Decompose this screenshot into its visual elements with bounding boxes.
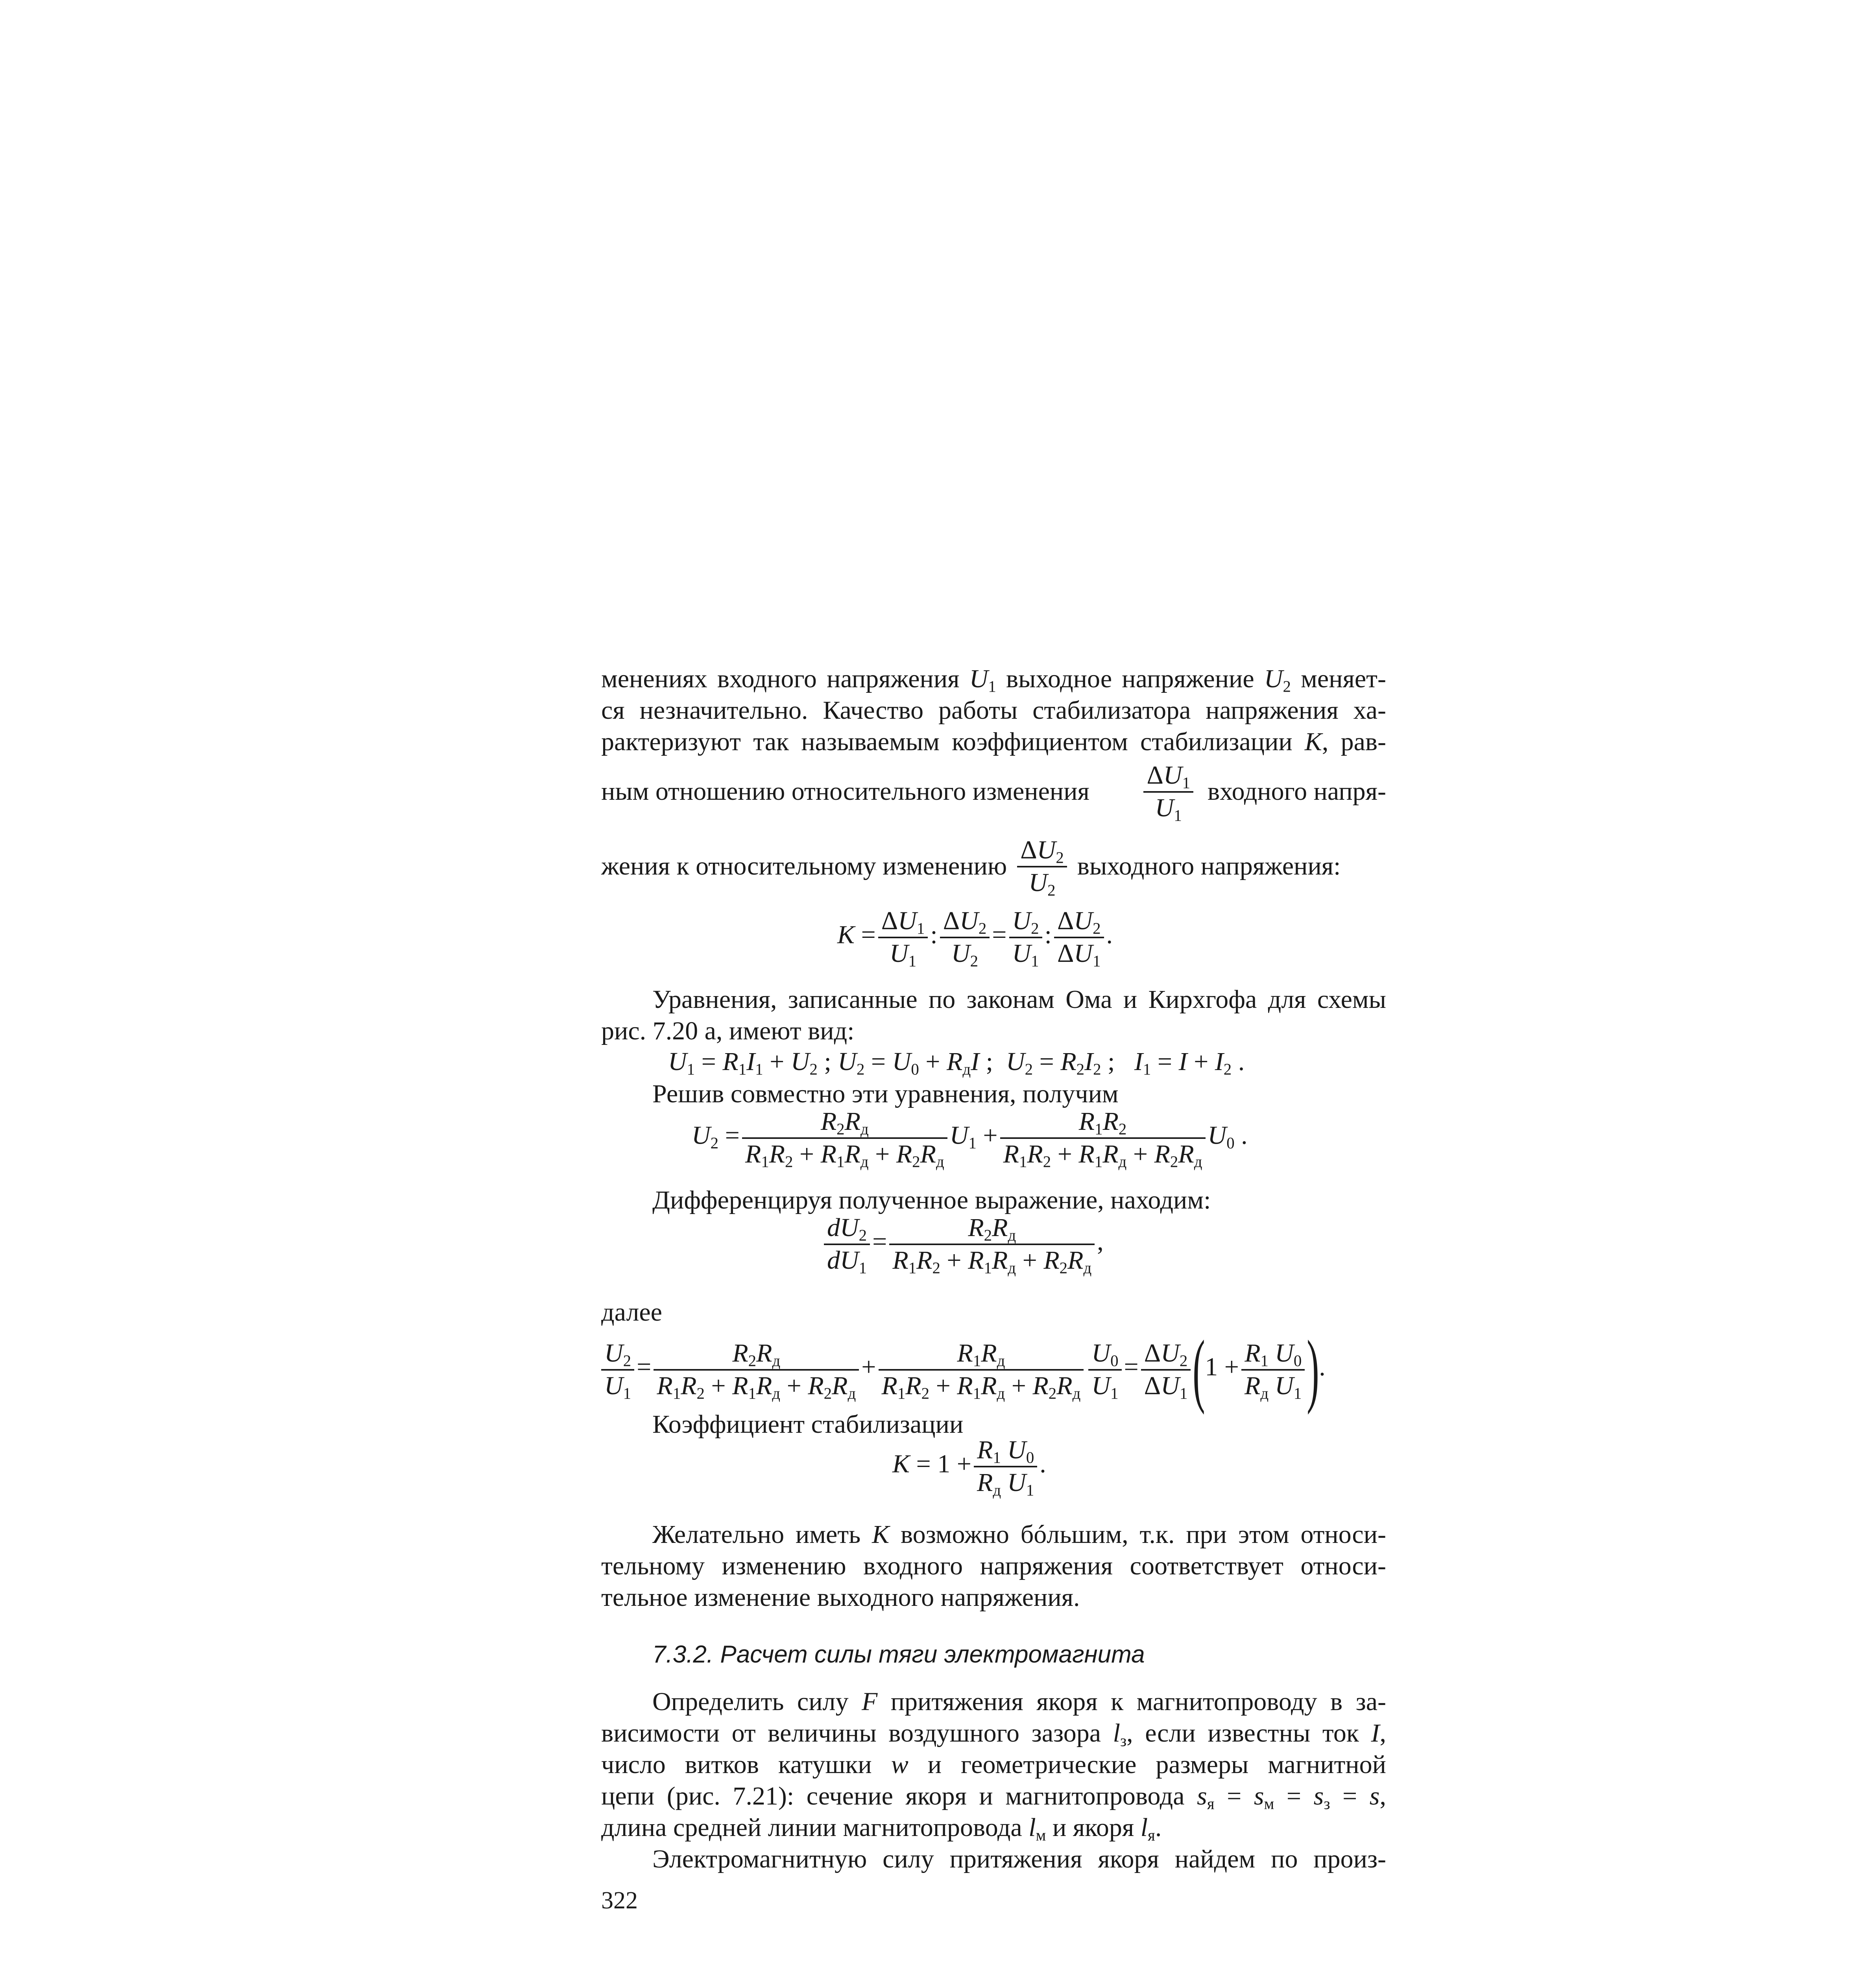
text-line: Решив совместно эти уравнения, получим (652, 1079, 1119, 1108)
equation-ratio: $\frac{U_2}{U_1}$ = $\frac{R_2R_д}{R_1R_2 + R_1R_д + R_2R_д}$ + $\frac{R_1R_д}{R_1R_2 + R_1R_д + R_2R_д}$ $\frac{U_0}{U_1}$ = $\frac{\Delta U_2}{\Delta U_1}$ (1 + $\frac{R_1}{R_д}$ $\frac{U_0}{U_1}$ ). (601, 1328, 1326, 1411)
text-line: цепи (рис. 7.21): сечение якоря и магнитопровода $s_я = s_м = s_з = s$, (601, 1782, 1386, 1813)
equation-k-final: K = 1 + $\frac{R_1}{R_д}$ $\frac{U_0}{U_1}$ . (892, 1436, 1046, 1499)
text-line: ся незначительно. Качество работы стабилизатора напряжения ха- (601, 696, 1386, 725)
text-line: тельное изменение выходного напряжения. (601, 1583, 1080, 1612)
text-line: ным отношению относительного изменения $\frac{\Delta U_1}{U_1}$ входного напря- (601, 761, 1386, 825)
text-line: жения к относительному изменению $\frac{\Delta U_2}{U_2}$ выходного напряжения: (601, 836, 1341, 899)
page-number: 322 (601, 1887, 638, 1914)
text-line: число витков катушки w и геометрические размеры магнитной (601, 1750, 1386, 1779)
text-line: рис. 7.20 а, имеют вид: (601, 1017, 855, 1045)
text-line: тельному изменению входного напряжения соответствует относи- (601, 1552, 1386, 1580)
equation-derivative: $\frac{dU_2}{dU_1}$ = $\frac{R_2R_д}{R_1R_2 + R_1R_д + R_2R_д}$ , (822, 1214, 1104, 1274)
text-line: висимости от величины воздушного зазора $l_з$, если известны ток I, (601, 1719, 1386, 1750)
text-line: Определить силу F притяжения якоря к магнитопроводу в за- (652, 1687, 1387, 1716)
text-line: Желательно иметь K возможно бóльшим, т.к. при этом относи- (652, 1520, 1386, 1549)
text-line: Уравнения, записанные по законам Ома и Кирхгофа для схемы (652, 985, 1386, 1014)
text-line: длина средней линии магнитопровода $l_м$ и якоря $l_я$. (601, 1813, 1162, 1844)
fraction-delta-u2-over-u2: $\frac{\Delta U_2}{U_2}$ (1017, 836, 1067, 897)
text-line: Электромагнитную силу притяжения якоря найдем по произ- (652, 1845, 1386, 1873)
equation-k-definition: K = $\frac{\Delta U_1}{U_1}$ : $\frac{\Delta U_2}{U_2}$ = $\frac{U_2}{U_1}$ : $\frac{\Delta U_2}{\Delta U_1}$ . (837, 906, 1113, 970)
section-heading: 7.3.2. Расчет силы тяги электромагнита (652, 1641, 1145, 1668)
equation-kirchhoff: $U_1 = R_1I_1 + U_2$ ; $U_2 = U_0 + R_дI$ ; $U_2 = R_2I_2$ ; $I_1 = I + I_2$ . (668, 1047, 1245, 1078)
text-line: менениях входного напряжения $U_1$ выходное напряжение $U_2$ меняет- (601, 664, 1386, 696)
text-line: рактеризуют так называемым коэффициентом стабилизации K, рав- (601, 727, 1386, 756)
fraction-delta-u1-over-u1: $\frac{\Delta U_1}{U_1}$ (1143, 762, 1193, 822)
equation-u2-solution: $U_2$ = $\frac{R_2R_д}{R_1R_2 + R_1R_д + R_2R_д}$ $U_1$ + $\frac{R_1R_2}{R_1R_2 + R_1R_д + R_2R_д}$ $U_0$ . (692, 1107, 1248, 1171)
text-line: далее (601, 1298, 662, 1327)
text-line: Дифференцируя полученное выражение, находим: (652, 1186, 1211, 1214)
text-line: Коэффициент стабилизации (652, 1410, 964, 1439)
